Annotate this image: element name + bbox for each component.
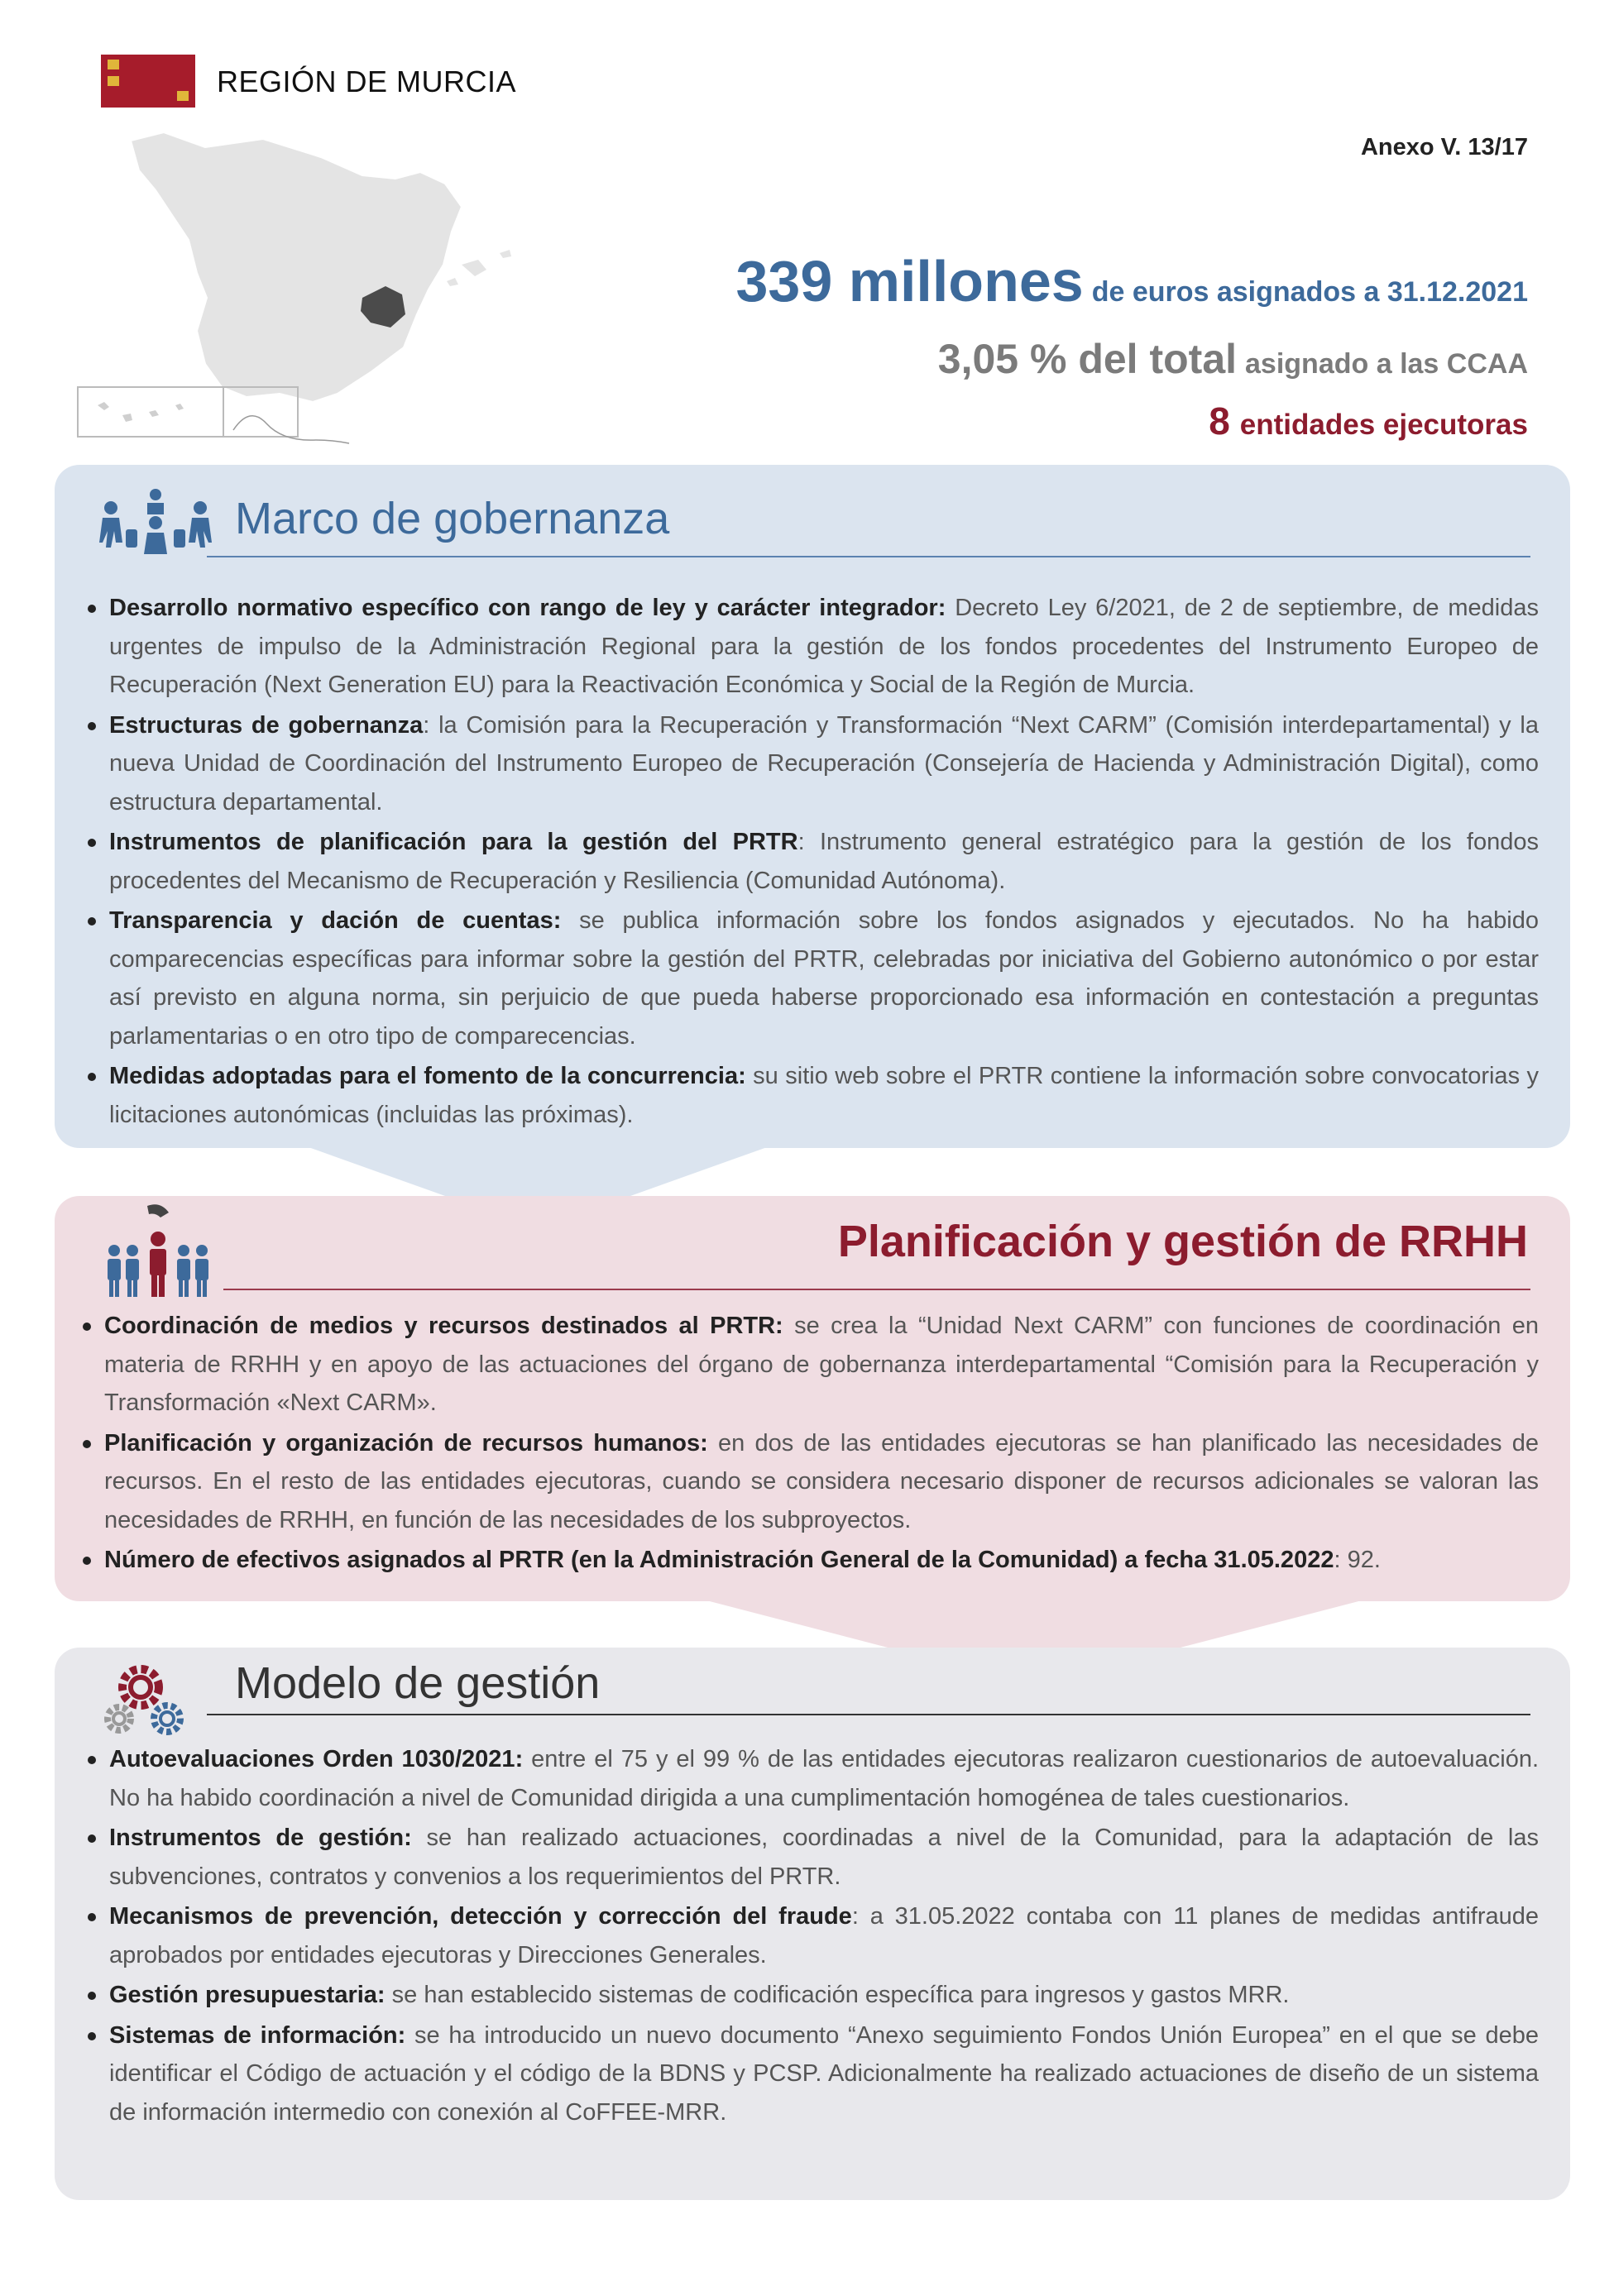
flag-castle-icon (108, 60, 119, 69)
item-label: Número de efectivos asignados al PRTR (en la Administración General de la Comunidad) a fecha 31.05.2022 (104, 1547, 1334, 1573)
stat-share-value: 3,05 % del total (937, 336, 1238, 382)
item-text: se han realizado actuaciones, coordinadas a nivel de la Comunidad, para la adaptación de las subvenciones, contratos y convenios a los requerimientos del PRTR. (109, 1825, 1539, 1890)
stat-share-suffix: asignado a las CCAA (1245, 348, 1528, 380)
item-text: : Instrumento general estratégico para la gestión de los fondos procedentes del Mecanismo de Recuperación y Resiliencia (Comunidad Autónoma). (109, 829, 1539, 894)
item-label: Planificación y organización de recursos humanos: (104, 1429, 708, 1457)
item-text: su sitio web sobre el PRTR contiene la información sobre convocatorias y licitaciones autonómicas (incluidas las próximas). (109, 1063, 1540, 1128)
list-item (81, 1424, 1539, 1540)
management-divider (207, 1714, 1530, 1715)
governance-list (86, 589, 1539, 1136)
list-item (86, 1897, 1539, 1974)
item-label: Estructuras de gobernanza (109, 711, 424, 739)
hr-list (81, 1307, 1539, 1581)
item-text: : 92. (1334, 1547, 1381, 1573)
item-label: Instrumentos de gestión: (109, 1825, 412, 1851)
item-text: se crea la “Unidad Next CARM” con funciones de coordinación en materia de RRHH y en apoyo de las actuaciones del órgano de gobernanza interdepartamental “Comisión para la Recuperación y Transformación «Next CARM». (104, 1313, 1540, 1416)
item-text: se ha introducido un nuevo documento “Anexo seguimiento Fondos Unión Europea” en el que se debe identificar el Código de actuación y el código de la BDNS y PCSP. Adicionalmente ha realizado actuaciones de diseño de un sistema de información intermedio con conexión al CoFFEE-MRR. (109, 2021, 1539, 2126)
stat-entities-value: 8 (1209, 399, 1230, 442)
item-text: Decreto Ley 6/2021, de 2 de septiembre, de medidas urgentes de impulso de la Administración Regional para la gestión de los fondos procedentes del Instrumento Europeo de Recuperación (Next Generation EU) para la Reactivación Económica y Social de la Región de Murcia. (109, 595, 1539, 698)
list-item (86, 823, 1539, 900)
item-label: Desarrollo normativo específico con rango de ley y carácter integrador: (109, 595, 946, 621)
list-item (86, 1740, 1539, 1817)
people-meeting-icon (98, 486, 213, 561)
flag-castle-icon (177, 91, 189, 101)
stat-amount (735, 248, 1528, 314)
item-label: Medidas adoptadas para el fomento de la concurrencia: (109, 1063, 746, 1089)
item-text: en dos de las entidades ejecutoras se han planificado las necesidades de recursos. En el resto de las entidades ejecutoras, cuando se considera necesario disponer de recursos adicionales se valoran las necesidades de RRHH, en función de las necesidades de los subproyectos. (104, 1429, 1540, 1533)
stat-entities-suffix: entidades ejecutoras (1239, 409, 1528, 441)
list-item (86, 2016, 1539, 2132)
list-item (86, 1057, 1539, 1134)
stat-amount-suffix: de euros asignados a 31.12.2021 (1091, 276, 1528, 308)
management-title: Modelo de gestión (235, 1658, 601, 1708)
item-text: : a 31.05.2022 contaba con 11 planes de medidas antifraude aprobados por entidades ejecutoras y Direcciones Generales. (109, 1903, 1539, 1968)
item-text: se han establecido sistemas de codificación específica para ingresos y gastos MRR. (385, 1982, 1290, 2008)
list-item (81, 1541, 1539, 1580)
hr-title: Planificación y gestión de RRHH (837, 1217, 1528, 1266)
item-label: Transparencia y dación de cuentas: (109, 907, 562, 934)
item-text: : la Comisión para la Recuperación y Transformación “Next CARM” (Comisión interdepartamental) y la nueva Unidad de Coordinación del Instrumento Europeo de Recuperación (Consejería de Hacienda y Administración Digital), como estructura departamental. (109, 711, 1539, 816)
item-label: Instrumentos de planificación para la gestión del PRTR (109, 829, 798, 855)
hr-divider (223, 1289, 1530, 1290)
list-item (86, 589, 1539, 705)
management-list (86, 1740, 1539, 2133)
stat-share (938, 335, 1528, 383)
staff-icon (104, 1203, 228, 1300)
list-item (86, 1976, 1539, 2015)
item-label: Gestión presupuestaria: (109, 1982, 386, 2008)
list-item (86, 1819, 1539, 1896)
list-item (81, 1307, 1539, 1423)
item-text: se publica información sobre los fondos asignados y ejecutados. No ha habido comparecencias específicas para informar sobre la gestión del PRTR, celebradas por iniciativa del Gobierno autonómico o por estar así previsto en alguna norma, sin perjuicio de que pueda haberse proporcionado esa información en contestación a preguntas parlamentarias o en otro tipo de comparecencias. (109, 907, 1539, 1050)
region-name: REGIÓN DE MURCIA (217, 65, 517, 98)
gears-icon (98, 1659, 197, 1742)
governance-title: Marco de gobernanza (235, 494, 670, 543)
item-text: entre el 75 y el 99 % de las entidades ejecutoras realizaron cuestionarios de autoevaluación. No ha habido coordinación a nivel de Comunidad dirigida a una cumplimentación homogénea de tales cuestionarios. (109, 1746, 1540, 1811)
item-label: Sistemas de información: (109, 2021, 406, 2049)
flag-castle-icon (108, 76, 119, 86)
item-label: Coordinación de medios y recursos destinados al PRTR: (104, 1313, 783, 1339)
region-flag-logo (101, 55, 195, 108)
item-label: Autoevaluaciones Orden 1030/2021: (109, 1746, 524, 1772)
spain-map-icon (73, 124, 569, 455)
list-item (86, 706, 1539, 822)
governance-divider (207, 556, 1530, 557)
stat-entities (1209, 399, 1528, 443)
annex-number: Anexo V. 13/17 (1360, 134, 1528, 160)
list-item (86, 902, 1539, 1055)
stat-amount-value: 339 millones (735, 249, 1084, 313)
item-label: Mecanismos de prevención, detección y corrección del fraude (109, 1903, 852, 1930)
